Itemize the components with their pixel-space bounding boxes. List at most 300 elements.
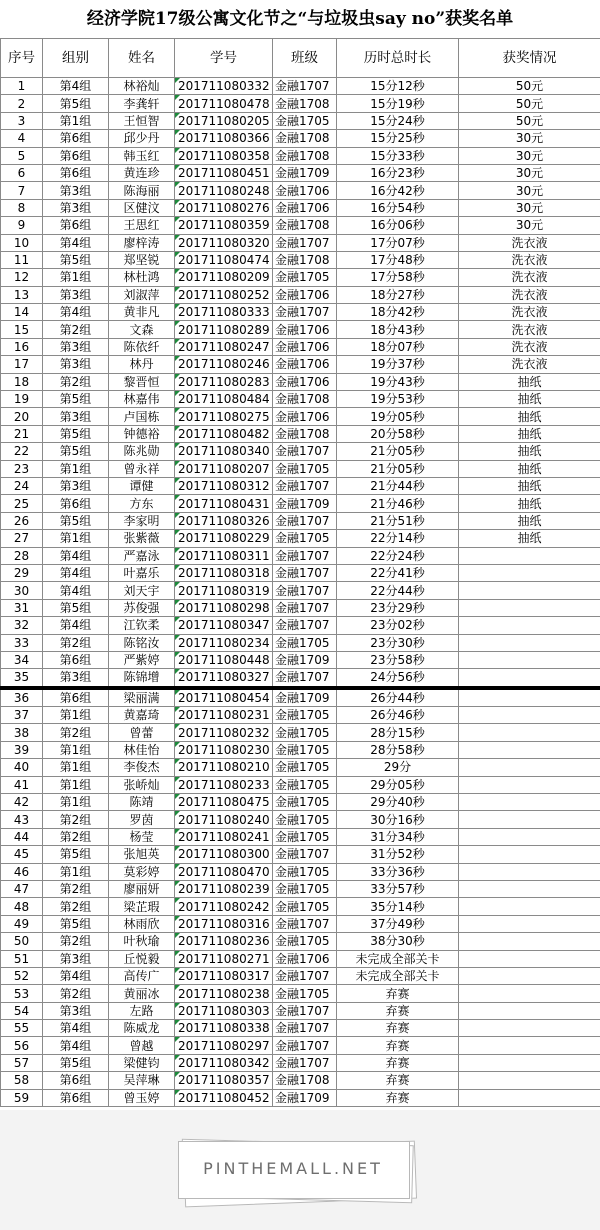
row-index-cell: 5 — [1, 147, 43, 164]
award-cell: 30元 — [459, 164, 600, 181]
row-index-cell: 1 — [1, 78, 43, 95]
table-row — [1, 460, 600, 477]
student-id-cell: 201711080357 — [175, 1072, 273, 1089]
student-id-cell: 201711080478 — [175, 95, 273, 112]
row-index-cell: 37 — [1, 707, 43, 724]
class-cell: 金融1705 — [273, 759, 337, 776]
name-cell: 林裕灿 — [109, 78, 175, 95]
duration-cell: 22分24秒 — [337, 547, 459, 564]
name-cell: 曾越 — [109, 1037, 175, 1054]
group-cell: 第5组 — [43, 599, 109, 616]
award-cell — [459, 1072, 600, 1089]
row-index-cell: 6 — [1, 164, 43, 181]
class-cell: 金融1707 — [273, 1020, 337, 1037]
name-cell: 陈铭汝 — [109, 634, 175, 651]
student-id-cell: 201711080451 — [175, 164, 273, 181]
row-index-cell: 42 — [1, 794, 43, 811]
table-row — [1, 794, 600, 811]
row-index-cell: 30 — [1, 582, 43, 599]
name-cell: 陈海丽 — [109, 182, 175, 199]
name-cell: 陈锦增 — [109, 669, 175, 688]
name-cell: 丘悦毅 — [109, 950, 175, 967]
duration-cell: 24分56秒 — [337, 669, 459, 688]
row-index-cell: 49 — [1, 915, 43, 932]
award-cell: 抽纸 — [459, 530, 600, 547]
row-index-cell: 56 — [1, 1037, 43, 1054]
class-cell: 金融1709 — [273, 495, 337, 512]
award-cell — [459, 547, 600, 564]
class-cell: 金融1705 — [273, 933, 337, 950]
class-cell: 金融1705 — [273, 707, 337, 724]
row-index-cell: 41 — [1, 776, 43, 793]
table-row — [1, 269, 600, 286]
name-cell: 陈靖 — [109, 794, 175, 811]
name-cell: 张峤灿 — [109, 776, 175, 793]
award-cell: 洗衣液 — [459, 321, 600, 338]
award-cell: 洗衣液 — [459, 338, 600, 355]
group-cell: 第6组 — [43, 688, 109, 707]
name-cell: 莫彩婷 — [109, 863, 175, 880]
name-cell: 梁丽满 — [109, 688, 175, 707]
student-id-cell: 201711080484 — [175, 391, 273, 408]
class-cell: 金融1709 — [273, 1089, 337, 1106]
group-cell: 第1组 — [43, 530, 109, 547]
award-cell — [459, 915, 600, 932]
table-row — [1, 880, 600, 897]
student-id-cell: 201711080240 — [175, 811, 273, 828]
header-cell: 学号 — [175, 39, 273, 78]
student-id-cell: 201711080229 — [175, 530, 273, 547]
award-cell — [459, 1037, 600, 1054]
table-row — [1, 147, 600, 164]
class-cell: 金融1706 — [273, 408, 337, 425]
student-id-cell: 201711080359 — [175, 217, 273, 234]
duration-cell: 23分29秒 — [337, 599, 459, 616]
row-index-cell: 55 — [1, 1020, 43, 1037]
name-cell: 罗茵 — [109, 811, 175, 828]
name-cell: 黄丽冰 — [109, 985, 175, 1002]
student-id-cell: 201711080347 — [175, 617, 273, 634]
table-row — [1, 1002, 600, 1019]
duration-cell: 21分05秒 — [337, 443, 459, 460]
class-cell: 金融1707 — [273, 599, 337, 616]
duration-cell: 16分23秒 — [337, 164, 459, 181]
award-cell: 30元 — [459, 217, 600, 234]
class-cell: 金融1707 — [273, 582, 337, 599]
row-index-cell: 7 — [1, 182, 43, 199]
class-cell: 金融1708 — [273, 217, 337, 234]
group-cell: 第1组 — [43, 112, 109, 129]
name-cell: 张旭英 — [109, 846, 175, 863]
table-row — [1, 338, 600, 355]
duration-cell: 16分54秒 — [337, 199, 459, 216]
table-row — [1, 846, 600, 863]
class-cell: 金融1708 — [273, 251, 337, 268]
row-index-cell: 15 — [1, 321, 43, 338]
duration-cell: 19分37秒 — [337, 356, 459, 373]
row-index-cell: 3 — [1, 112, 43, 129]
duration-cell: 21分44秒 — [337, 477, 459, 494]
class-cell: 金融1705 — [273, 741, 337, 758]
row-index-cell: 38 — [1, 724, 43, 741]
table-row — [1, 130, 600, 147]
name-cell: 高传广 — [109, 967, 175, 984]
class-cell: 金融1705 — [273, 811, 337, 828]
header-row — [1, 39, 600, 78]
row-index-cell: 19 — [1, 391, 43, 408]
class-cell: 金融1706 — [273, 286, 337, 303]
duration-cell: 未完成全部关卡 — [337, 967, 459, 984]
name-cell: 文森 — [109, 321, 175, 338]
table-row — [1, 933, 600, 950]
duration-cell: 弃赛 — [337, 1072, 459, 1089]
table-row — [1, 373, 600, 390]
class-cell: 金融1705 — [273, 794, 337, 811]
student-id-cell: 201711080271 — [175, 950, 273, 967]
student-id-cell: 201711080475 — [175, 794, 273, 811]
duration-cell: 19分43秒 — [337, 373, 459, 390]
table-row — [1, 651, 600, 668]
group-cell: 第1组 — [43, 269, 109, 286]
header-cell: 序号 — [1, 39, 43, 78]
duration-cell: 15分19秒 — [337, 95, 459, 112]
class-cell: 金融1705 — [273, 898, 337, 915]
award-cell: 洗衣液 — [459, 234, 600, 251]
student-id-cell: 201711080316 — [175, 915, 273, 932]
duration-cell: 22分44秒 — [337, 582, 459, 599]
class-cell: 金融1705 — [273, 269, 337, 286]
row-index-cell: 59 — [1, 1089, 43, 1106]
group-cell: 第2组 — [43, 985, 109, 1002]
award-cell: 30元 — [459, 147, 600, 164]
student-id-cell: 201711080289 — [175, 321, 273, 338]
class-cell: 金融1707 — [273, 547, 337, 564]
group-cell: 第6组 — [43, 217, 109, 234]
student-id-cell: 201711080252 — [175, 286, 273, 303]
award-cell — [459, 1089, 600, 1106]
student-id-cell: 201711080275 — [175, 408, 273, 425]
table-row — [1, 582, 600, 599]
class-cell: 金融1708 — [273, 1072, 337, 1089]
award-cell — [459, 933, 600, 950]
class-cell: 金融1707 — [273, 1054, 337, 1071]
duration-cell: 弃赛 — [337, 1002, 459, 1019]
class-cell: 金融1708 — [273, 147, 337, 164]
student-id-cell: 201711080326 — [175, 512, 273, 529]
award-cell: 抽纸 — [459, 512, 600, 529]
duration-cell: 23分02秒 — [337, 617, 459, 634]
table-row — [1, 688, 600, 707]
name-cell: 李俊杰 — [109, 759, 175, 776]
name-cell: 叶嘉乐 — [109, 564, 175, 581]
class-cell: 金融1707 — [273, 443, 337, 460]
table-row — [1, 199, 600, 216]
group-cell: 第3组 — [43, 356, 109, 373]
student-id-cell: 201711080332 — [175, 78, 273, 95]
group-cell: 第3组 — [43, 408, 109, 425]
award-cell: 30元 — [459, 182, 600, 199]
row-index-cell: 22 — [1, 443, 43, 460]
row-index-cell: 16 — [1, 338, 43, 355]
table-row — [1, 251, 600, 268]
class-cell: 金融1705 — [273, 634, 337, 651]
duration-cell: 17分07秒 — [337, 234, 459, 251]
name-cell: 黎晋恒 — [109, 373, 175, 390]
group-cell: 第6组 — [43, 130, 109, 147]
award-cell — [459, 1002, 600, 1019]
duration-cell: 26分44秒 — [337, 688, 459, 707]
student-id-cell: 201711080234 — [175, 634, 273, 651]
duration-cell: 16分42秒 — [337, 182, 459, 199]
table-row — [1, 391, 600, 408]
table-row — [1, 356, 600, 373]
duration-cell: 31分52秒 — [337, 846, 459, 863]
student-id-cell: 201711080338 — [175, 1020, 273, 1037]
name-cell: 王恒智 — [109, 112, 175, 129]
class-cell: 金融1707 — [273, 512, 337, 529]
table-row — [1, 915, 600, 932]
name-cell: 杨莹 — [109, 828, 175, 845]
row-index-cell: 4 — [1, 130, 43, 147]
name-cell: 陈依纤 — [109, 338, 175, 355]
name-cell: 左路 — [109, 1002, 175, 1019]
award-cell: 抽纸 — [459, 408, 600, 425]
class-cell: 金融1709 — [273, 651, 337, 668]
award-cell: 抽纸 — [459, 425, 600, 442]
duration-cell: 18分42秒 — [337, 304, 459, 321]
row-index-cell: 28 — [1, 547, 43, 564]
duration-cell: 16分06秒 — [337, 217, 459, 234]
table-row — [1, 304, 600, 321]
group-cell: 第1组 — [43, 776, 109, 793]
group-cell: 第6组 — [43, 164, 109, 181]
duration-cell: 未完成全部关卡 — [337, 950, 459, 967]
table-row — [1, 617, 600, 634]
award-cell — [459, 564, 600, 581]
row-index-cell: 34 — [1, 651, 43, 668]
table-row — [1, 1020, 600, 1037]
award-cell — [459, 582, 600, 599]
name-cell: 陈兆勋 — [109, 443, 175, 460]
row-index-cell: 53 — [1, 985, 43, 1002]
student-id-cell: 201711080242 — [175, 898, 273, 915]
class-cell: 金融1706 — [273, 373, 337, 390]
award-cell — [459, 794, 600, 811]
table-row — [1, 443, 600, 460]
duration-cell: 23分30秒 — [337, 634, 459, 651]
header-cell: 班级 — [273, 39, 337, 78]
group-cell: 第4组 — [43, 617, 109, 634]
name-cell: 廖丽妍 — [109, 880, 175, 897]
group-cell: 第5组 — [43, 251, 109, 268]
award-cell: 洗衣液 — [459, 251, 600, 268]
duration-cell: 35分14秒 — [337, 898, 459, 915]
name-cell: 林杜鸿 — [109, 269, 175, 286]
row-index-cell: 26 — [1, 512, 43, 529]
group-cell: 第3组 — [43, 286, 109, 303]
table-row — [1, 95, 600, 112]
row-index-cell: 47 — [1, 880, 43, 897]
class-cell: 金融1705 — [273, 863, 337, 880]
group-cell: 第4组 — [43, 1037, 109, 1054]
row-index-cell: 36 — [1, 688, 43, 707]
award-cell: 30元 — [459, 130, 600, 147]
row-index-cell: 44 — [1, 828, 43, 845]
table-row — [1, 217, 600, 234]
row-index-cell: 40 — [1, 759, 43, 776]
award-cell — [459, 1020, 600, 1037]
student-id-cell: 201711080300 — [175, 846, 273, 863]
group-cell: 第3组 — [43, 477, 109, 494]
student-id-cell: 201711080247 — [175, 338, 273, 355]
group-cell: 第2组 — [43, 933, 109, 950]
award-cell — [459, 634, 600, 651]
award-cell: 洗衣液 — [459, 356, 600, 373]
student-id-cell: 201711080207 — [175, 460, 273, 477]
row-index-cell: 25 — [1, 495, 43, 512]
duration-cell: 弃赛 — [337, 1037, 459, 1054]
group-cell: 第2组 — [43, 811, 109, 828]
class-cell: 金融1706 — [273, 356, 337, 373]
name-cell: 谭健 — [109, 477, 175, 494]
table-row — [1, 724, 600, 741]
group-cell: 第3组 — [43, 182, 109, 199]
class-cell: 金融1707 — [273, 564, 337, 581]
class-cell: 金融1708 — [273, 425, 337, 442]
group-cell: 第3组 — [43, 950, 109, 967]
class-cell: 金融1705 — [273, 724, 337, 741]
duration-cell: 28分15秒 — [337, 724, 459, 741]
award-cell — [459, 669, 600, 688]
group-cell: 第4组 — [43, 1020, 109, 1037]
table-body — [1, 78, 600, 1107]
row-index-cell: 24 — [1, 477, 43, 494]
award-cell: 抽纸 — [459, 477, 600, 494]
group-cell: 第1组 — [43, 460, 109, 477]
table-row — [1, 898, 600, 915]
award-cell: 抽纸 — [459, 495, 600, 512]
award-cell — [459, 724, 600, 741]
student-id-cell: 201711080283 — [175, 373, 273, 390]
duration-cell: 18分07秒 — [337, 338, 459, 355]
student-id-cell: 201711080241 — [175, 828, 273, 845]
name-cell: 李家明 — [109, 512, 175, 529]
class-cell: 金融1709 — [273, 164, 337, 181]
duration-cell: 15分24秒 — [337, 112, 459, 129]
group-cell: 第4组 — [43, 582, 109, 599]
table-row — [1, 776, 600, 793]
student-id-cell: 201711080358 — [175, 147, 273, 164]
group-cell: 第1组 — [43, 707, 109, 724]
table-row — [1, 182, 600, 199]
row-index-cell: 46 — [1, 863, 43, 880]
name-cell: 严嘉泳 — [109, 547, 175, 564]
duration-cell: 18分27秒 — [337, 286, 459, 303]
duration-cell: 15分33秒 — [337, 147, 459, 164]
duration-cell: 30分16秒 — [337, 811, 459, 828]
class-cell: 金融1706 — [273, 321, 337, 338]
class-cell: 金融1709 — [273, 688, 337, 707]
student-id-cell: 201711080327 — [175, 669, 273, 688]
name-cell: 叶秋瑜 — [109, 933, 175, 950]
class-cell: 金融1707 — [273, 915, 337, 932]
award-cell — [459, 846, 600, 863]
student-id-cell: 201711080366 — [175, 130, 273, 147]
duration-cell: 37分49秒 — [337, 915, 459, 932]
award-cell — [459, 985, 600, 1002]
sheet-title: 经济学院17级公寓文化节之“与垃圾虫say no”获奖名单 — [0, 0, 600, 38]
row-index-cell: 43 — [1, 811, 43, 828]
row-index-cell: 35 — [1, 669, 43, 688]
row-index-cell: 45 — [1, 846, 43, 863]
student-id-cell: 201711080238 — [175, 985, 273, 1002]
name-cell: 郑坚锐 — [109, 251, 175, 268]
name-cell: 梁健钧 — [109, 1054, 175, 1071]
award-cell: 抽纸 — [459, 373, 600, 390]
header-cell: 姓名 — [109, 39, 175, 78]
award-cell — [459, 688, 600, 707]
class-cell: 金融1705 — [273, 776, 337, 793]
row-index-cell: 23 — [1, 460, 43, 477]
class-cell: 金融1705 — [273, 530, 337, 547]
logo-text: PINTHEMALL.NET — [203, 1159, 383, 1178]
row-index-cell: 27 — [1, 530, 43, 547]
name-cell: 林佳怡 — [109, 741, 175, 758]
group-cell: 第1组 — [43, 741, 109, 758]
group-cell: 第1组 — [43, 759, 109, 776]
award-cell — [459, 828, 600, 845]
duration-cell: 18分43秒 — [337, 321, 459, 338]
row-index-cell: 17 — [1, 356, 43, 373]
group-cell: 第2组 — [43, 373, 109, 390]
student-id-cell: 201711080333 — [175, 304, 273, 321]
group-cell: 第2组 — [43, 880, 109, 897]
award-cell — [459, 880, 600, 897]
name-cell: 刘天宇 — [109, 582, 175, 599]
award-cell — [459, 741, 600, 758]
class-cell: 金融1708 — [273, 95, 337, 112]
row-index-cell: 10 — [1, 234, 43, 251]
award-cell: 抽纸 — [459, 391, 600, 408]
row-index-cell: 33 — [1, 634, 43, 651]
row-index-cell: 39 — [1, 741, 43, 758]
class-cell: 金融1705 — [273, 112, 337, 129]
table-row — [1, 985, 600, 1002]
name-cell: 曾永祥 — [109, 460, 175, 477]
group-cell: 第4组 — [43, 564, 109, 581]
group-cell: 第5组 — [43, 443, 109, 460]
student-id-cell: 201711080311 — [175, 547, 273, 564]
row-index-cell: 2 — [1, 95, 43, 112]
group-cell: 第4组 — [43, 547, 109, 564]
name-cell: 廖梓涛 — [109, 234, 175, 251]
award-cell — [459, 599, 600, 616]
duration-cell: 22分41秒 — [337, 564, 459, 581]
table-row — [1, 477, 600, 494]
award-cell — [459, 617, 600, 634]
student-id-cell: 201711080318 — [175, 564, 273, 581]
name-cell: 黄嘉琦 — [109, 707, 175, 724]
class-cell: 金融1707 — [273, 234, 337, 251]
duration-cell: 17分58秒 — [337, 269, 459, 286]
class-cell: 金融1707 — [273, 477, 337, 494]
class-cell: 金融1708 — [273, 130, 337, 147]
table-row — [1, 425, 600, 442]
table-row — [1, 408, 600, 425]
name-cell: 黄非凡 — [109, 304, 175, 321]
group-cell: 第6组 — [43, 1089, 109, 1106]
group-cell: 第6组 — [43, 495, 109, 512]
